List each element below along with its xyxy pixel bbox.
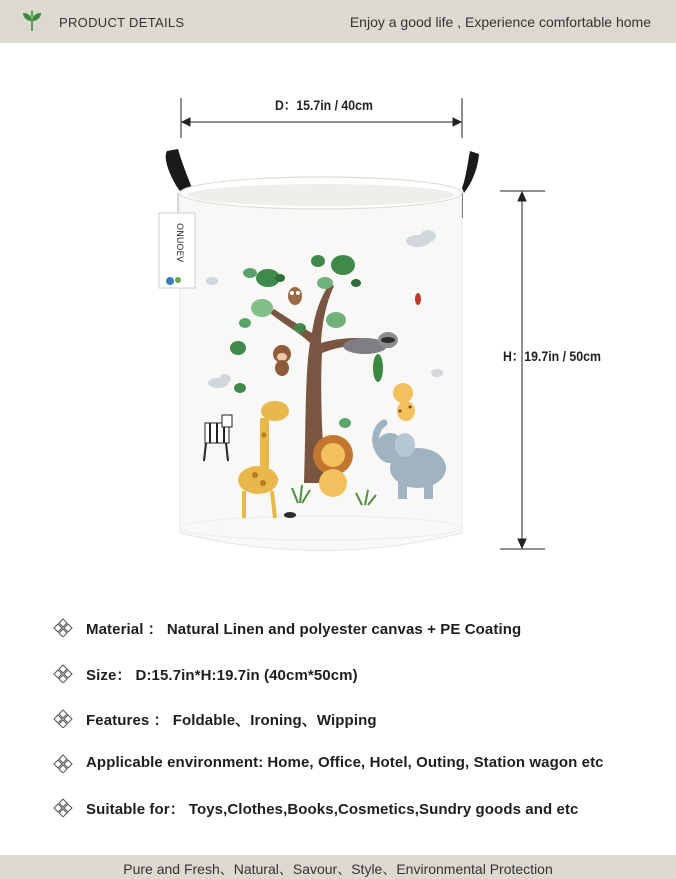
spec-value: Natural Linen and polyester canvas + PE Coating: [166, 621, 522, 638]
diamond-cluster-icon: [53, 797, 73, 817]
leaf-sprout-icon: [20, 9, 44, 33]
spec-label: Applicable environment:: [86, 754, 264, 771]
header-tagline: Enjoy a good life , Experience comfortable home: [349, 14, 651, 30]
diamond-cluster-icon: [53, 753, 73, 773]
svg-text:ONUOEV: ONUOEV: [174, 223, 184, 263]
spec-value: Home, Office, Hotel, Outing, Station wagon etc: [267, 754, 604, 771]
footer-bar: [0, 855, 676, 879]
spec-label: Suitable for：: [86, 801, 185, 818]
spec-value: Foldable、Ironing、Wipping: [172, 712, 377, 729]
spec-value: D:15.7in*H:19.7in (40cm*50cm): [135, 667, 358, 684]
spec-label: Features ：: [86, 712, 169, 729]
product-image: [0, 43, 676, 603]
product-details-label: PRODUCT DETAILS: [59, 15, 185, 30]
height-dimension-line: [500, 191, 545, 549]
spec-label: Material ：: [86, 621, 163, 638]
diamond-cluster-icon: [53, 617, 73, 637]
diamond-cluster-icon: [53, 663, 73, 683]
diamond-cluster-icon: [53, 708, 73, 728]
footer-slogan: Pure and Fresh、Natural、Savour、Style、Environmental Protection: [123, 861, 553, 877]
spec-value: Toys,Clothes,Books,Cosmetics,Sundry goods and etc: [188, 801, 579, 818]
diameter-label: D：15.7in / 40cm: [275, 97, 373, 113]
header-bar: [0, 0, 676, 43]
spec-label: Size：: [86, 667, 132, 684]
height-label: H：19.7in / 50cm: [503, 348, 601, 364]
